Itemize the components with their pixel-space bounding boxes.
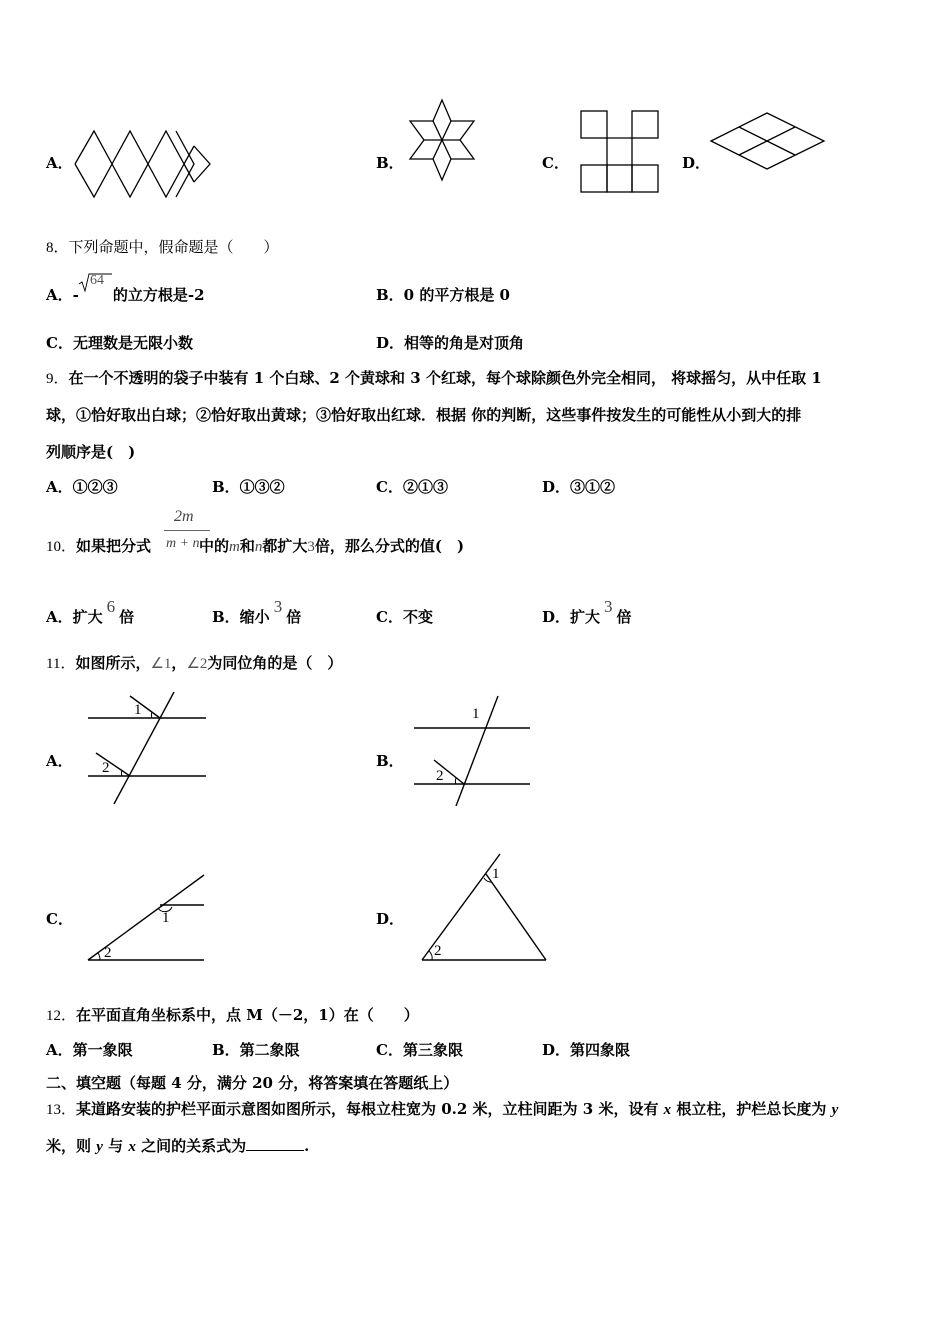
q11-option-a-label: A． [46, 752, 73, 770]
q12-stem-text: 在平面直角坐标系中，点 M（－2，1）在（ ） [76, 1006, 419, 1024]
q11-a-angle-1-label: 1 [134, 702, 142, 718]
q7-option-b-figure [402, 98, 482, 184]
q8-option-c: C．无理数是无限小数 [46, 334, 193, 352]
q13-line-2 [46, 1135, 309, 1156]
q10-option-b-pre: B．缩小 [212, 608, 270, 626]
q11-c-angle-1-label: 1 [162, 910, 170, 926]
q9-line-1 [46, 367, 822, 388]
q10-and: 和 [239, 537, 255, 555]
q12-option-d: D．第四象限 [542, 1041, 631, 1059]
q8-option-a-label: A． [46, 286, 73, 304]
q9-line-1-text: 在一个不透明的袋子中装有 1 个白球、2 个黄球和 3 个红球，每个球除颜色外完全相同， 将球摇匀，从中任取 1 [68, 369, 822, 387]
q11-stem [46, 652, 342, 673]
q10-option-a [46, 597, 135, 627]
q12-stem [46, 1004, 419, 1025]
q10-option-a-num: 6 [106, 597, 116, 616]
q13-line-2-d: . [304, 1137, 310, 1155]
q10-post: 倍，那么分式的值( ) [314, 537, 465, 555]
q10-number: 10． [46, 539, 77, 555]
q10-option-a-pre: A．扩大 [46, 608, 103, 626]
q13-line-2-b: 与 [102, 1137, 129, 1155]
q10-option-b-post: 倍 [286, 608, 302, 626]
q9-option-d: D．③①② [542, 478, 616, 496]
q9-option-c: C．②①③ [376, 478, 448, 496]
q11-b-angle-1-label: 1 [472, 706, 480, 722]
q10-var-n: n [254, 539, 263, 555]
q13-var-y-2: y [96, 1139, 103, 1155]
q11-angle-2: ∠2 [186, 656, 208, 672]
q10-pre: 如果把分式 [76, 537, 152, 555]
q13-number: 13． [46, 1102, 77, 1118]
q10-option-d [542, 597, 632, 627]
q9-option-b: B．①③② [212, 478, 285, 496]
q11-pre: 如图所示， [75, 654, 151, 672]
q11-b-angle-2-label: 2 [436, 768, 444, 784]
q8-option-d: D．相等的角是对顶角 [376, 334, 525, 352]
q9-line-2: 球，①恰好取出白球；②恰好取出黄球；③恰好取出红球．根据 你的判断，这些事件按发生的可能性从小到大的排 [46, 406, 802, 424]
q7-option-c-label: C． [542, 154, 569, 172]
q13-var-y-1: y [831, 1102, 839, 1118]
q10-factor: 3 [307, 539, 315, 555]
q11-number: 11． [46, 656, 76, 672]
q13-line-2-a: 米，则 [46, 1137, 97, 1155]
q10-option-a-post: 倍 [119, 608, 135, 626]
q11-post: 为同位角的是（ ） [207, 654, 343, 672]
q8-option-a [46, 284, 205, 305]
q7-option-a-label: A． [46, 154, 73, 172]
q13-line-1-a: 某道路安装的护栏平面示意图如图所示，每根立柱宽为 0.2 米，立柱间距为 3 米，设有 [76, 1100, 664, 1118]
q10-mid2: 都扩大 [262, 537, 308, 555]
q11-option-c-label: C． [46, 910, 73, 928]
q11-option-b-label: B． [376, 752, 404, 770]
q10-option-c: C．不变 [376, 608, 433, 626]
q12-number: 12． [46, 1008, 77, 1024]
q12-option-a: A．第一象限 [46, 1041, 133, 1059]
q11-c-angle-2-label: 2 [104, 945, 112, 961]
q11-option-d-label: D． [376, 910, 405, 928]
q10-option-d-num: 3 [604, 597, 613, 616]
q13-var-x-2: x [128, 1139, 136, 1155]
q8-option-a-sign: - [72, 286, 79, 304]
q10-option-d-post: 倍 [616, 608, 632, 626]
q10-stem [46, 535, 464, 556]
q8-radicand: 64 [90, 273, 104, 288]
q10-option-b [212, 597, 302, 627]
q10-fraction-denominator: m + n [166, 536, 200, 551]
q10-fraction-numerator: 2m [174, 508, 194, 525]
q11-d-angle-2-label: 2 [434, 943, 442, 959]
q13-line-1 [46, 1098, 838, 1119]
q10-option-b-num: 3 [273, 597, 283, 616]
q12-option-c: C．第三象限 [376, 1041, 463, 1059]
q11-a-angle-2-label: 2 [102, 760, 110, 776]
q11-angle-1: ∠1 [150, 656, 172, 672]
q11-option-a-figure [86, 690, 210, 808]
q8-option-b: B．0 的平方根是 0 [376, 286, 510, 304]
q9-option-a: A．①②③ [46, 478, 118, 496]
q8-number: 8． [46, 240, 69, 256]
q11-sep: ， [171, 654, 187, 672]
q10-option-d-pre: D．扩大 [542, 608, 601, 626]
q10-var-m: m [229, 539, 240, 555]
q9-number: 9． [46, 371, 69, 387]
section-2-heading: 二、填空题（每题 4 分，满分 20 分，将答案填在答题纸上） [46, 1074, 459, 1092]
q12-option-b: B．第二象限 [212, 1041, 300, 1059]
q13-line-1-b: 根立柱，护栏总长度为 [671, 1100, 832, 1118]
q8-stem [46, 236, 279, 257]
q13-answer-blank[interactable] [246, 1138, 304, 1151]
q13-line-2-c: 之间的关系式为 [135, 1137, 247, 1155]
q11-d-angle-1-label: 1 [492, 866, 500, 882]
q7-option-c-figure [578, 108, 662, 196]
q7-option-a-figure [72, 128, 214, 200]
q9-line-3: 列顺序是( ) [46, 443, 136, 461]
q7-option-b-label: B． [376, 154, 404, 172]
q8-option-a-text: 的立方根是-2 [112, 286, 205, 304]
q10-mid1: 中的 [199, 537, 230, 555]
q10-fraction-bar [164, 530, 210, 531]
q7-option-d-figure [708, 110, 828, 174]
q13-var-x-1: x [663, 1102, 672, 1118]
q7-option-d-label: D． [682, 154, 711, 172]
q8-stem-text: 下列命题中，假命题是（ ） [68, 238, 279, 256]
